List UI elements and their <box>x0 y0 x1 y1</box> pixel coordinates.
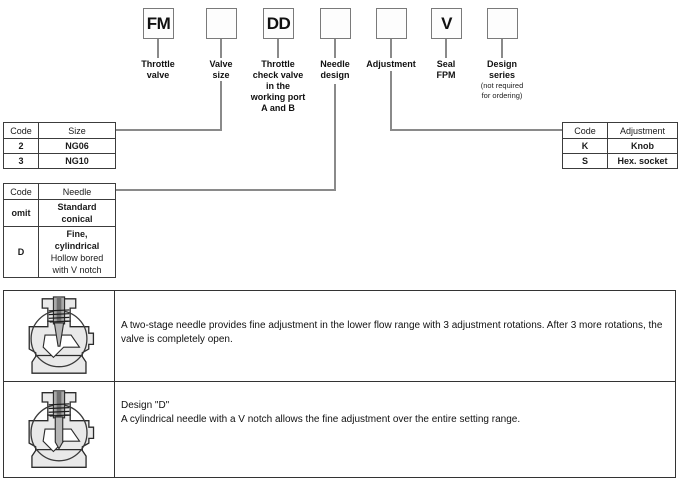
table-row <box>563 139 678 154</box>
code-box-design-series <box>487 8 518 39</box>
label-line: working port <box>250 92 306 102</box>
needle-value-line: conical <box>61 214 93 224</box>
table-row <box>563 154 678 169</box>
connector-line <box>220 39 222 58</box>
connector-line-adjustment <box>390 71 392 131</box>
label-line: Needle <box>320 59 350 69</box>
label-line: Throttle <box>141 59 175 69</box>
needle-code-cell: omit <box>4 200 39 227</box>
size-code-cell: 2 <box>4 139 39 154</box>
label-line: Seal <box>436 59 456 69</box>
size-table-header-size: Size <box>39 123 116 139</box>
code-box-value: FM <box>146 13 171 33</box>
adjustment-code-cell: S <box>563 154 608 169</box>
label-line: size <box>212 70 230 80</box>
code-box-value: DD <box>266 13 291 33</box>
note-text-two-stage: A two-stage needle provides fine adjustment in the lower flow range with 3 adjustment rotations. After 3 more rotations, the valve is completely open. <box>121 320 663 345</box>
size-value-cell: NG06 <box>39 139 116 154</box>
label-line: series <box>488 70 516 80</box>
needle-value-line: with V notch <box>52 265 102 275</box>
connector-line-needle-design <box>114 189 336 191</box>
valve-cross-section-two-stage <box>4 291 115 381</box>
label-line: Throttle <box>261 59 295 69</box>
note-row-two-stage-needle <box>4 291 675 382</box>
valve-cutaway-drawing-icon <box>17 296 101 376</box>
note-text-design-d <box>121 399 673 427</box>
code-box-valve-size <box>206 8 237 39</box>
adjustment-value-cell: Hex. socket <box>608 154 678 169</box>
label-note-line: for ordering) <box>481 91 523 100</box>
code-box-throttle-check-valve <box>263 8 294 39</box>
code-box-needle-design <box>320 8 351 39</box>
needle-value-cell <box>39 227 116 278</box>
valve-cutaway-drawing-icon <box>17 389 101 471</box>
connector-line <box>334 39 336 58</box>
connector-line-needle-design <box>334 84 336 191</box>
needle-design-notes-section <box>3 290 676 478</box>
note-text-line: Design "D" <box>121 400 170 411</box>
adjustment-table-header-adjustment: Adjustment <box>608 123 678 139</box>
label-line: FPM <box>436 70 456 80</box>
adjustment-code-cell: K <box>563 139 608 154</box>
needle-value-cell <box>39 200 116 227</box>
needle-table-header-code: Code <box>4 184 39 200</box>
label-note-line: (not required <box>480 81 524 90</box>
code-box-seal <box>431 8 462 39</box>
code-box-adjustment <box>376 8 407 39</box>
adjustment-value-cell: Knob <box>608 139 678 154</box>
needle-value-line: Fine, <box>66 229 88 239</box>
code-box-throttle-valve <box>143 8 174 39</box>
table-row <box>4 139 116 154</box>
label-line: Design <box>486 59 517 69</box>
code-box-value: V <box>441 13 452 33</box>
connector-line <box>445 39 447 58</box>
size-code-cell: 3 <box>4 154 39 169</box>
connector-line <box>157 39 159 58</box>
connector-line-valve-size <box>220 81 222 131</box>
connector-line-adjustment <box>390 129 563 131</box>
label-line: design <box>320 70 350 80</box>
connector-line <box>277 39 279 58</box>
needle-value-line: cylindrical <box>54 241 100 251</box>
size-table <box>3 122 116 169</box>
connector-line <box>390 39 392 58</box>
label-line: Valve <box>209 59 233 69</box>
box-label-design-series <box>457 59 547 101</box>
adjustment-table <box>562 122 678 169</box>
needle-value-line: Hollow bored <box>50 253 104 263</box>
label-line: Adjustment <box>366 59 416 69</box>
size-table-header-code: Code <box>4 123 39 139</box>
table-row <box>4 200 116 227</box>
needle-value-line: Standard <box>57 202 97 212</box>
label-line: valve <box>146 70 170 80</box>
table-row <box>4 154 116 169</box>
valve-cross-section-cylindrical <box>4 382 115 477</box>
adjustment-table-header-code: Code <box>563 123 608 139</box>
size-value-cell: NG10 <box>39 154 116 169</box>
table-row <box>4 227 116 278</box>
needle-table <box>3 183 116 278</box>
connector-line <box>501 39 503 58</box>
connector-line-valve-size <box>114 129 222 131</box>
needle-code-cell: D <box>4 227 39 278</box>
label-line: A and B <box>261 103 295 113</box>
needle-table-header-needle: Needle <box>39 184 116 200</box>
note-text-line: A cylindrical needle with a V notch allows the fine adjustment over the entire setting range. <box>121 414 521 425</box>
label-line: in the <box>266 81 290 91</box>
note-row-design-d <box>4 382 675 477</box>
label-line: check valve <box>252 70 304 80</box>
